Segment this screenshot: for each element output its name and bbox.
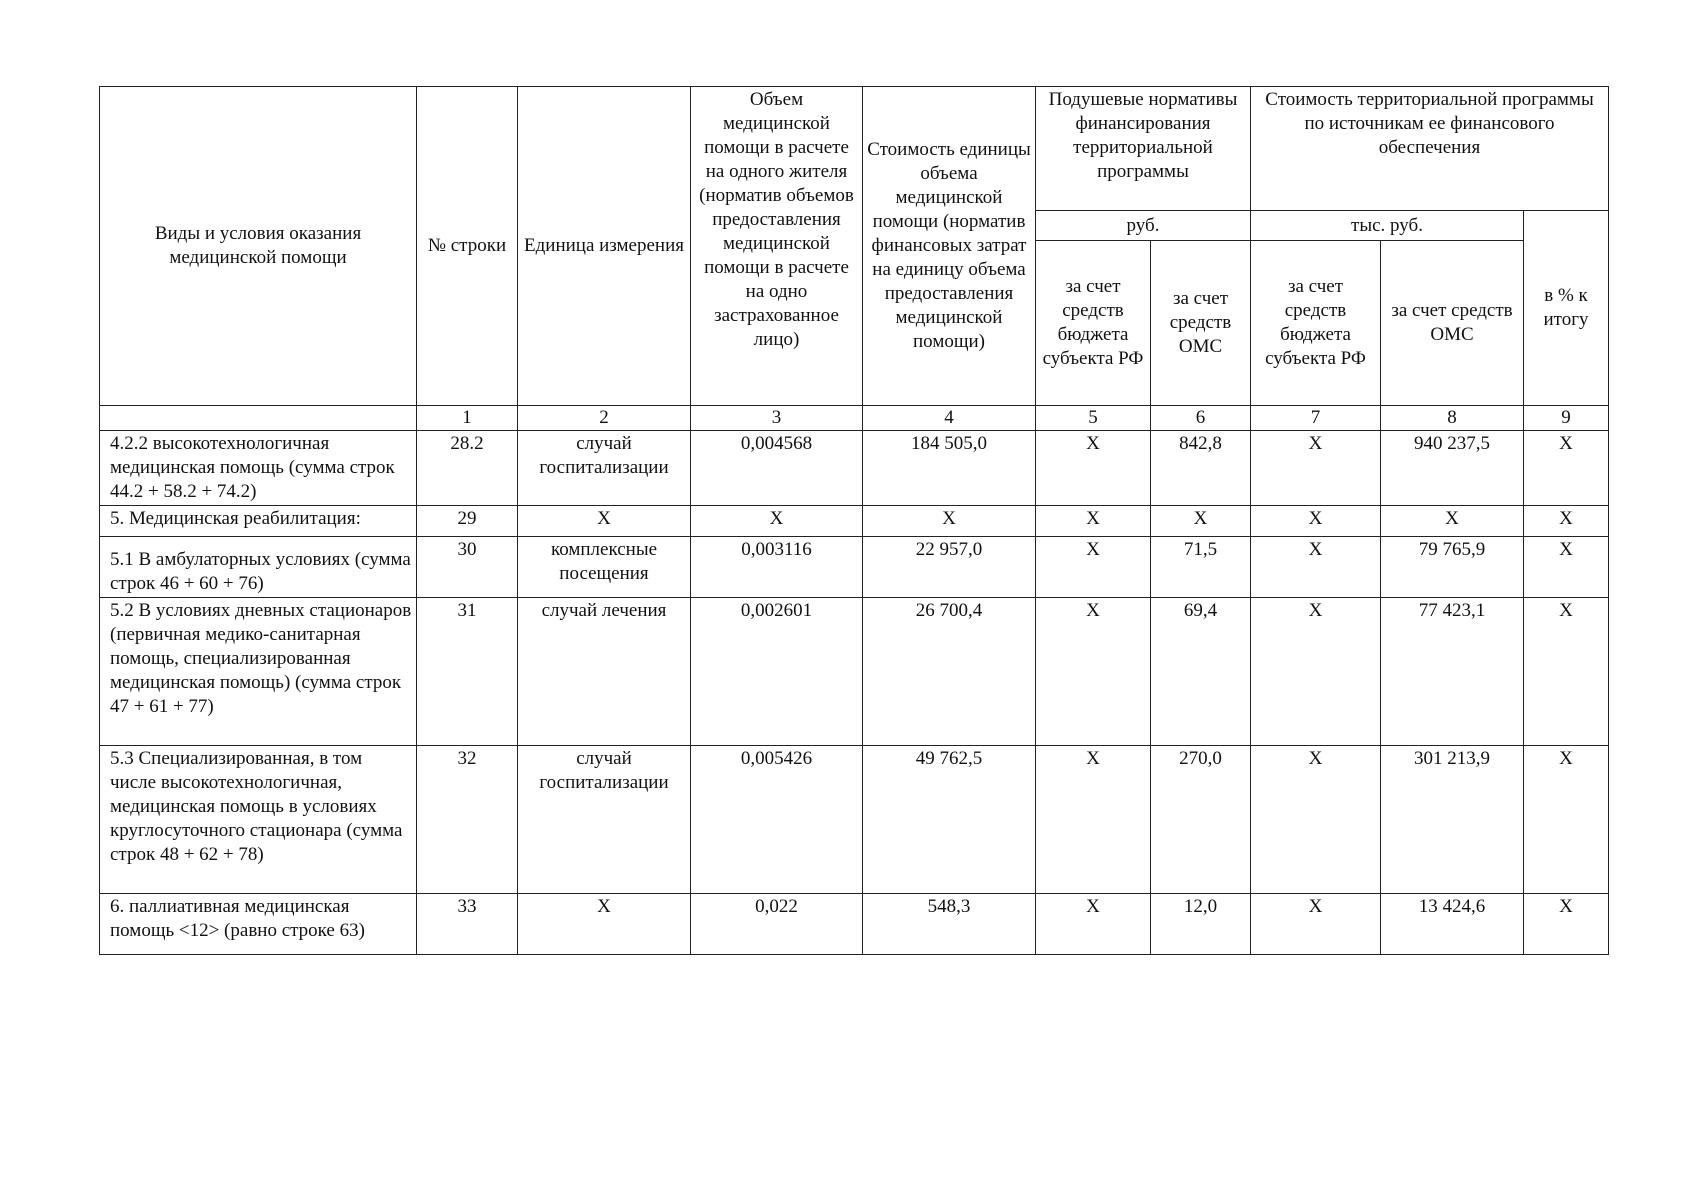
row-name: 4.2.2 высокотехнологичная медицинская помощь (сумма строк 44.2 + 58.2 + 74.2) xyxy=(100,431,417,506)
row-cost-oms: 77 423,1 xyxy=(1381,598,1524,746)
row-unit: случай госпитализации xyxy=(518,431,691,506)
row-pc-budget: Х xyxy=(1036,746,1151,894)
column-number: 3 xyxy=(691,406,863,431)
header-percent-total: в % к итогу xyxy=(1524,211,1609,406)
row-line-number: 30 xyxy=(417,537,518,598)
row-unit-cost: 184 505,0 xyxy=(863,431,1036,506)
row-name: 5.1 В амбулаторных условиях (сумма строк 46 + 60 + 76) xyxy=(100,537,417,598)
row-line-number: 28.2 xyxy=(417,431,518,506)
row-line-number: 31 xyxy=(417,598,518,746)
row-unit: Х xyxy=(518,506,691,537)
header-cost-oms: за счет средств ОМС xyxy=(1381,241,1524,406)
row-unit: случай лечения xyxy=(518,598,691,746)
row-percent: Х xyxy=(1524,537,1609,598)
medical-care-funding-table xyxy=(99,86,1609,955)
row-cost-oms: Х xyxy=(1381,506,1524,537)
column-number: 9 xyxy=(1524,406,1609,431)
header-cost-group: Стоимость территориальной программы по источникам ее финансового обеспечения xyxy=(1251,87,1609,211)
row-line-number: 33 xyxy=(417,894,518,955)
row-percent: Х xyxy=(1524,598,1609,746)
column-number: 7 xyxy=(1251,406,1381,431)
row-percent: Х xyxy=(1524,431,1609,506)
column-number: 5 xyxy=(1036,406,1151,431)
row-name: 5.3 Специализированная, в том числе высокотехнологичная, медицинская помощь в условиях круглосуточного стационара (сумма строк 48 + 62 + 78) xyxy=(100,746,417,894)
row-line-number: 29 xyxy=(417,506,518,537)
row-name: 6. паллиативная медицинская помощь <12> (равно строке 63) xyxy=(100,894,417,955)
row-cost-oms: 13 424,6 xyxy=(1381,894,1524,955)
row-unit-cost: Х xyxy=(863,506,1036,537)
row-cost-budget: Х xyxy=(1251,431,1381,506)
row-pc-oms: Х xyxy=(1151,506,1251,537)
row-volume: 0,005426 xyxy=(691,746,863,894)
table-row xyxy=(100,598,1609,746)
row-cost-budget: Х xyxy=(1251,506,1381,537)
row-unit: комплексные посещения xyxy=(518,537,691,598)
row-unit-cost: 49 762,5 xyxy=(863,746,1036,894)
table-row xyxy=(100,746,1609,894)
row-percent: Х xyxy=(1524,506,1609,537)
row-pc-budget: Х xyxy=(1036,506,1151,537)
row-pc-oms: 69,4 xyxy=(1151,598,1251,746)
table-row xyxy=(100,537,1609,598)
header-unit-cost: Стоимость единицы объема медицинской помощи (норматив финансовых затрат на единицу объема предоставления медицинской помощи) xyxy=(863,87,1036,406)
column-number: 2 xyxy=(518,406,691,431)
row-pc-oms: 71,5 xyxy=(1151,537,1251,598)
table-row xyxy=(100,506,1609,537)
row-volume: 0,003116 xyxy=(691,537,863,598)
row-cost-budget: Х xyxy=(1251,537,1381,598)
row-cost-oms: 79 765,9 xyxy=(1381,537,1524,598)
row-cost-budget: Х xyxy=(1251,598,1381,746)
column-number-blank xyxy=(100,406,417,431)
row-unit-cost: 22 957,0 xyxy=(863,537,1036,598)
column-number: 1 xyxy=(417,406,518,431)
header-care-types: Виды и условия оказания медицинской помощи xyxy=(100,87,417,406)
row-name: 5. Медицинская реабилитация: xyxy=(100,506,417,537)
header-cost-budget: за счет средств бюджета субъекта РФ xyxy=(1251,241,1381,406)
row-unit-cost: 26 700,4 xyxy=(863,598,1036,746)
header-pc-budget: за счет средств бюджета субъекта РФ xyxy=(1036,241,1151,406)
row-pc-budget: Х xyxy=(1036,431,1151,506)
column-number: 8 xyxy=(1381,406,1524,431)
header-unit-rub: руб. xyxy=(1036,211,1251,241)
row-unit: Х xyxy=(518,894,691,955)
row-pc-budget: Х xyxy=(1036,598,1151,746)
column-number: 4 xyxy=(863,406,1036,431)
table-row xyxy=(100,894,1609,955)
row-volume: Х xyxy=(691,506,863,537)
header-unit: Единица измерения xyxy=(518,87,691,406)
row-line-number: 32 xyxy=(417,746,518,894)
row-unit: случай госпитализации xyxy=(518,746,691,894)
document-page xyxy=(99,86,1608,955)
row-volume: 0,022 xyxy=(691,894,863,955)
header-per-capita-group: Подушевые нормативы финансирования территориальной программы xyxy=(1036,87,1251,211)
row-cost-budget: Х xyxy=(1251,746,1381,894)
header-volume: Объем медицинской помощи в расчете на одного жителя (норматив объемов предоставления медицинской помощи в расчете на одно застрахованное лицо) xyxy=(691,87,863,406)
row-name: 5.2 В условиях дневных стационаров (первичная медико-санитарная помощь, специализированная медицинская помощь) (сумма строк 47 + 61 + 77) xyxy=(100,598,417,746)
header-pc-oms: за счет средств ОМС xyxy=(1151,241,1251,406)
row-pc-oms: 842,8 xyxy=(1151,431,1251,506)
row-volume: 0,002601 xyxy=(691,598,863,746)
row-volume: 0,004568 xyxy=(691,431,863,506)
header-unit-thousand-rub: тыс. руб. xyxy=(1251,211,1524,241)
row-cost-oms: 301 213,9 xyxy=(1381,746,1524,894)
row-pc-budget: Х xyxy=(1036,894,1151,955)
row-pc-oms: 12,0 xyxy=(1151,894,1251,955)
table-row xyxy=(100,431,1609,506)
row-cost-oms: 940 237,5 xyxy=(1381,431,1524,506)
row-percent: Х xyxy=(1524,894,1609,955)
row-cost-budget: Х xyxy=(1251,894,1381,955)
header-line-number: № строки xyxy=(417,87,518,406)
column-number-row xyxy=(100,406,1609,431)
row-percent: Х xyxy=(1524,746,1609,894)
row-pc-budget: Х xyxy=(1036,537,1151,598)
row-pc-oms: 270,0 xyxy=(1151,746,1251,894)
row-unit-cost: 548,3 xyxy=(863,894,1036,955)
column-number: 6 xyxy=(1151,406,1251,431)
